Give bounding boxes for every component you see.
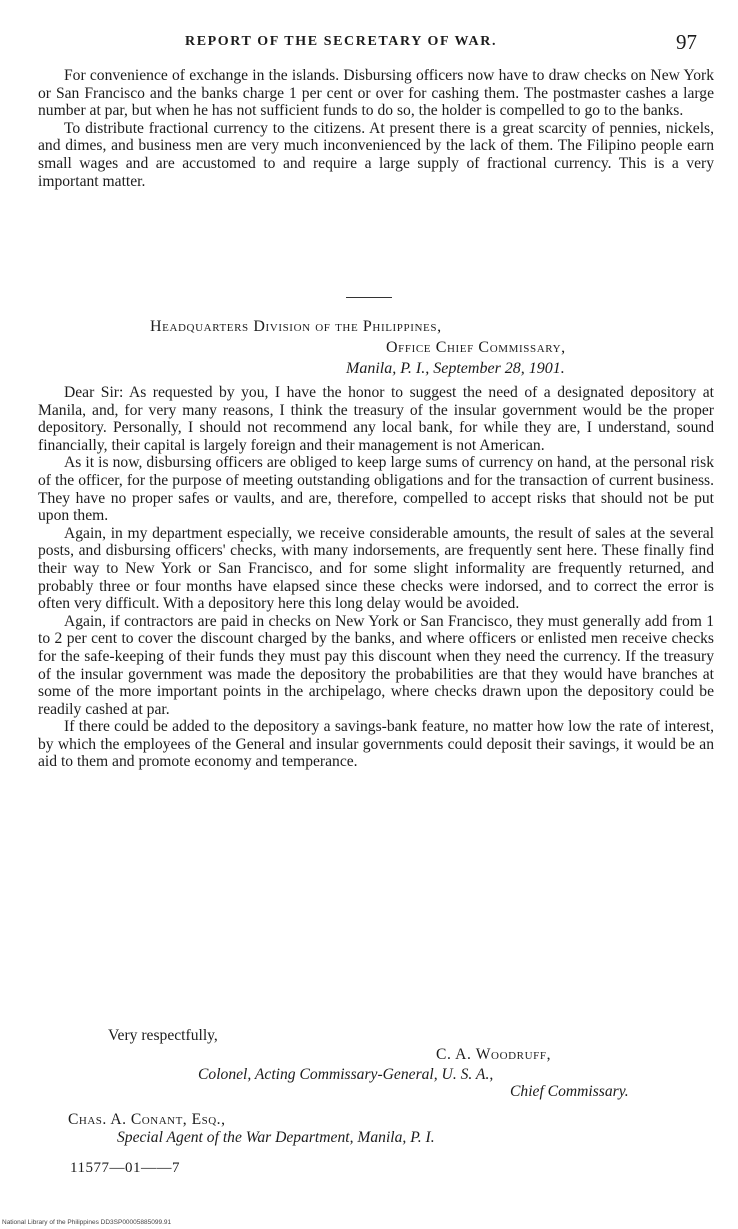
opening-section [38, 67, 714, 190]
addressee-name: Chas. A. Conant, Esq., [68, 1111, 226, 1128]
letter-dateline: Manila, P. I., September 28, 1901. [346, 360, 565, 377]
letter-heading-headquarters: Headquarters Division of the Philippines, [150, 318, 442, 335]
paragraph-exchange: For convenience of exchange in the islands. Disbursing officers now have to draw checks on New York or San Francisco and the banks charge 1 per cent or over for cashing them. The postmaster cashes a large number at par, but when he has not sufficient funds to do so, the holder is compelled to go to the banks. [38, 67, 714, 120]
printer-signature-mark: 11577—01——7 [70, 1160, 180, 1176]
letter-paragraph-savings-bank: If there could be added to the depository a savings-bank feature, no matter how low the rate of interest, by which the employees of the General and insular governments could deposit their savings, it would be an aid to them and promote economy and temperance. [38, 718, 714, 771]
section-divider [346, 297, 392, 298]
letter-paragraph-checks: Again, in my department especially, we receive considerable amounts, the result of sales at the several posts, and disbursing officers' checks, with many indorsements, are frequently sent here. These finally find their way to New York or San Francisco, and for some slight informality are frequently returned, and probably three or four months have elapsed since these checks were indorsed, and to correct the error is often very difficult. With a depository here this long delay would be avoided. [38, 524, 714, 613]
signature-name: C. A. Woodruff, [436, 1046, 552, 1063]
signature-title: Colonel, Acting Commissary-General, U. S. A., [198, 1066, 494, 1083]
scan-footer: National Library of the Philippines DD3SP00005885099.91 [2, 1219, 172, 1226]
paragraph-fractional-currency: To distribute fractional currency to the citizens. At present there is a great scarcity of pennies, nickels, and dimes, and business men are very much inconvenienced by the lack of them. The Filipino people earn small wages and are accustomed to and require a large supply of fractional currency. This is a very important matter. [38, 119, 714, 190]
letter-closing: Very respectfully, [108, 1027, 218, 1044]
letter-paragraph-salutation: Dear Sir: As requested by you, I have the honor to suggest the need of a designated depository at Manila, and, for very many reasons, I think the treasury of the insular government would be the proper depository. Personally, I should not recommend any local bank, for while they are, I understand, sound financially, their capital is largely foreign and their management is not American. [38, 384, 714, 454]
page-number: 97 [676, 30, 697, 54]
letter-paragraph-contractors: Again, if contractors are paid in checks on New York or San Francisco, they must generally add from 1 to 2 per cent to cover the discount charged by the banks, and where officers or enlisted men receive checks for the safe-keeping of their funds they must pay this discount when they need the currency. If the treasury of the insular government was made the depository the probabilities are that they would have branches at some of the more important points in the archipelago, where checks drawn upon the depository could be readily cashed at par. [38, 612, 714, 718]
letter-paragraph-currency: As it is now, disbursing officers are obliged to keep large sums of currency on hand, at the personal risk of the officer, for the purpose of meeting outstanding obligations and for the transaction of current business. They have no proper safes or vaults, and are, therefore, compelled to accept risks that should not be put upon them. [38, 454, 714, 525]
letter-body [38, 384, 714, 771]
running-title: REPORT OF THE SECRETARY OF WAR. [185, 34, 498, 49]
addressee-title: Special Agent of the War Department, Manila, P. I. [117, 1129, 435, 1146]
running-head [0, 32, 738, 56]
signature-position: Chief Commissary. [510, 1083, 629, 1100]
letter-heading-office: Office Chief Commissary, [386, 339, 566, 356]
